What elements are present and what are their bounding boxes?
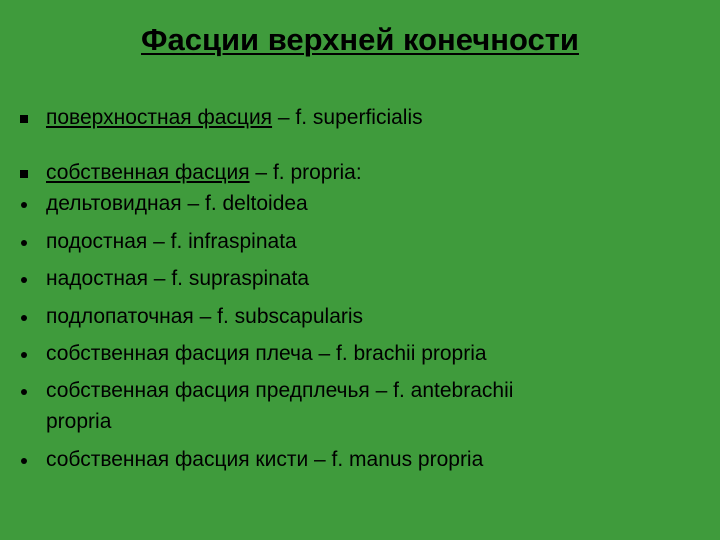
dot-bullet-icon: [17, 227, 31, 257]
list-item-antebrachii: [0, 376, 720, 406]
term-superficial: поверхностная фасция: [46, 106, 273, 129]
dot-bullet-icon: [17, 302, 31, 332]
latin-propria: – f. propria:: [249, 161, 362, 184]
list-item-supraspinata: [0, 264, 720, 294]
list-item-superficial: [0, 103, 720, 133]
item-text: дельтовидная – f. deltoidea: [46, 192, 308, 215]
list-item-manus: [0, 445, 720, 475]
item-text: подостная – f. infraspinata: [46, 230, 297, 253]
item-text: собственная фасция предплечья – f. antebrachii: [46, 379, 514, 402]
latin-superficialis: – f. superficialis: [272, 106, 423, 129]
slide-title: Фасции верхней конечности: [141, 22, 579, 57]
square-bullet-icon: [17, 103, 31, 133]
term-propria: собственная фасция: [46, 161, 250, 184]
dot-bullet-icon: [17, 264, 31, 294]
list-item-infraspinata: [0, 227, 720, 257]
dot-bullet-icon: [17, 376, 31, 406]
item-text: подлопаточная – f. subscapularis: [46, 305, 364, 328]
item-text-continuation: propria: [46, 410, 112, 433]
dot-bullet-icon: [17, 189, 31, 219]
item-text: надостная – f. supraspinata: [46, 267, 310, 290]
list-item-brachii: [0, 339, 720, 369]
item-text: собственная фасция плеча – f. brachii propria: [46, 342, 487, 365]
list-item-subscapularis: [0, 302, 720, 332]
list-item-deltoidea: [0, 189, 720, 219]
square-bullet-icon: [17, 158, 31, 188]
item-text: собственная фасция кисти – f. manus propria: [46, 448, 484, 471]
dot-bullet-icon: [17, 445, 31, 475]
dot-bullet-icon: [17, 339, 31, 369]
list-item-propria: [0, 158, 720, 188]
list-item-antebrachii-continuation: [0, 407, 720, 437]
